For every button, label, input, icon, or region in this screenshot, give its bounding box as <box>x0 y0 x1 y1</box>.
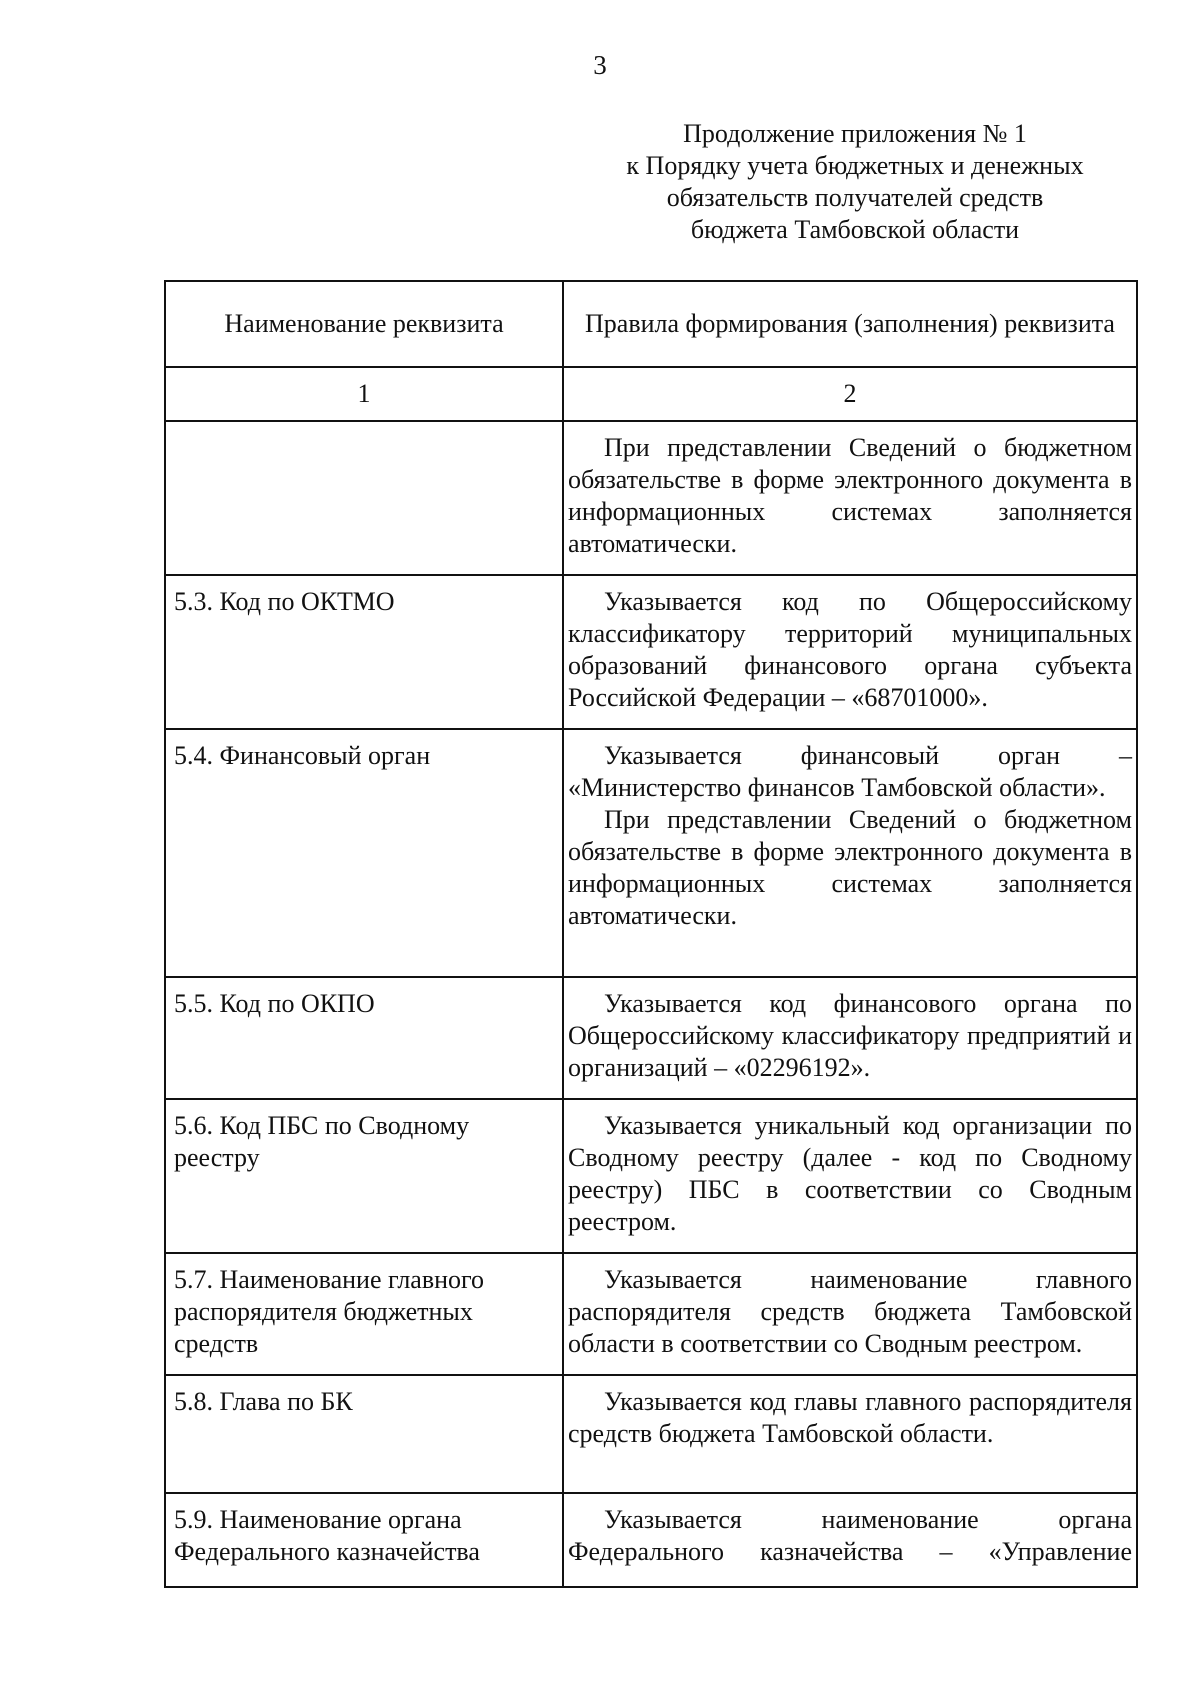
rule-paragraph: Указывается наименование органа Федерального казначейства – «Управление <box>568 1505 1132 1566</box>
requisite-rule <box>563 1493 1137 1587</box>
requisite-name <box>165 421 563 575</box>
requisite-rule <box>563 575 1137 729</box>
rule-paragraph: Указывается код по Общероссийскому классификатору территорий муниципальных образований финансового органа субъекта Российской Федерации – «68701000». <box>568 587 1132 712</box>
requisite-rule <box>563 1099 1137 1253</box>
column-number-row <box>165 367 1137 421</box>
rule-paragraph: Указывается код главы главного распорядителя средств бюджета Тамбовской области. <box>568 1387 1132 1448</box>
requisite-rule <box>563 421 1137 575</box>
column-number: 1 <box>165 367 563 421</box>
rule-paragraph: При представлении Сведений о бюджетном обязательстве в форме электронного документа в информационных системах заполняется автоматически. <box>568 805 1132 930</box>
requisite-name: 5.8. Глава по БК <box>165 1375 563 1493</box>
table-row <box>165 1253 1137 1375</box>
table-row <box>165 575 1137 729</box>
page-number: 3 <box>593 50 607 80</box>
appendix-header-line: обязательств получателей средств <box>666 183 1044 212</box>
rule-paragraph: Указывается код финансового органа по Общероссийскому классификатору предприятий и организаций – «02296192». <box>568 989 1132 1082</box>
appendix-header-line: бюджета Тамбовской области <box>690 215 1020 244</box>
rule-paragraph: Указывается наименование главного распорядителя средств бюджета Тамбовской области в соответствии со Сводным реестром. <box>568 1265 1132 1358</box>
table-row <box>165 977 1137 1099</box>
table-row <box>165 729 1137 977</box>
column-number: 2 <box>563 367 1137 421</box>
requisite-name: 5.5. Код по ОКПО <box>165 977 563 1099</box>
requisite-rule <box>563 977 1137 1099</box>
rule-paragraph: При представлении Сведений о бюджетном обязательстве в форме электронного документа в информационных системах заполняется автоматически. <box>568 433 1132 558</box>
table-row <box>165 421 1137 575</box>
requisite-rule <box>563 729 1137 977</box>
column-header-rules: Правила формирования (заполнения) реквизита <box>563 281 1137 367</box>
table-header-row <box>165 281 1137 367</box>
rule-paragraph: Указывается финансовый орган – «Министерство финансов Тамбовской области». <box>568 741 1132 802</box>
requisite-rule <box>563 1253 1137 1375</box>
table-row <box>165 1099 1137 1253</box>
requisite-name: 5.4. Финансовый орган <box>165 729 563 977</box>
requisite-rule <box>563 1375 1137 1493</box>
table-row <box>165 1493 1137 1587</box>
rule-paragraph: Указывается уникальный код организации по Сводному реестру (далее - код по Сводному реестру) ПБС в соответствии со Сводным реестром. <box>568 1111 1132 1236</box>
column-header-name: Наименование реквизита <box>165 281 563 367</box>
requisite-name: 5.3. Код по ОКТМО <box>165 575 563 729</box>
appendix-header-line: Продолжение приложения № 1 <box>683 119 1027 148</box>
requisite-name: 5.9. Наименование органа Федерального казначейства <box>165 1493 563 1587</box>
requisite-name: 5.7. Наименование главного распорядителя бюджетных средств <box>165 1253 563 1375</box>
requisite-name: 5.6. Код ПБС по Сводному реестру <box>165 1099 563 1253</box>
table-row <box>165 1375 1137 1493</box>
requisites-table <box>164 280 1138 1588</box>
appendix-header <box>620 118 1090 246</box>
appendix-header-line: к Порядку учета бюджетных и денежных <box>626 151 1084 180</box>
